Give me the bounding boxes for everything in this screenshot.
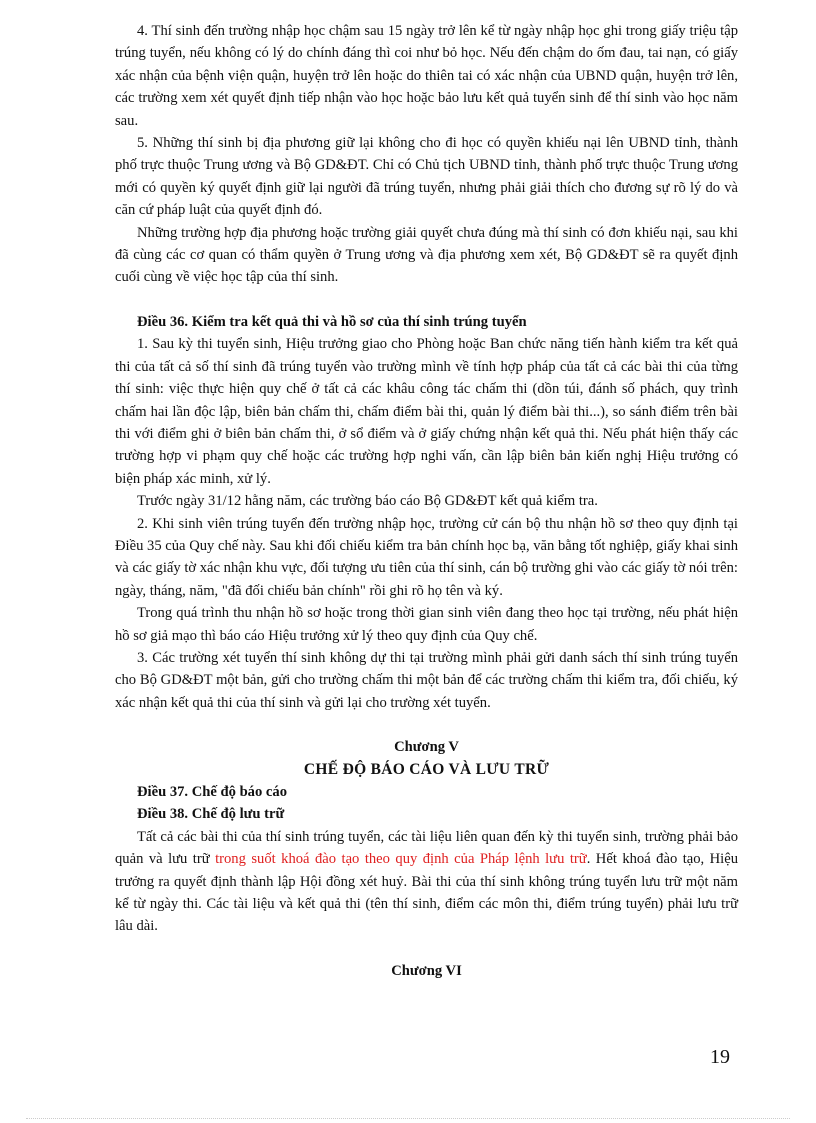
article-36-clause-2: 2. Khi sinh viên trúng tuyển đến trường nhập học, trường cử cán bộ thu nhận hồ sơ theo quy định tại Điều 35 của Quy chế này. Sau khi đối chiếu kiểm tra bản chính học bạ, văn bằng tốt nghiệp, giấy khai sinh và các giấy tờ xác nhận khu vực, đối tượng ưu tiên của thí sinh, cán bộ trường ghi vào các giấy tờ nói trên: ngày, tháng, năm, "đã đối chiếu bản chính" rồi ghi rõ họ tên và ký. [115, 515, 738, 599]
article-38-text [115, 826, 738, 938]
article-36-clause-3: 3. Các trường xét tuyển thí sinh không dự thi tại trường mình phải gửi danh sách thí sinh trúng tuyển cho Bộ GD&ĐT một bản, gửi cho trường chấm thi một bản để các trường chấm thi kiểm tra, đối chiếu, ký xác nhận kết quả thi của thí sinh và gửi lại cho trường xét tuyển. [115, 649, 738, 711]
article-37-heading: Điều 37. Chế độ báo cáo [137, 784, 287, 800]
chapter-5-label: Chương V [394, 739, 459, 756]
chapter-5-title: CHẾ ĐỘ BÁO CÁO VÀ LƯU TRỮ [303, 760, 550, 778]
article-38-heading: Điều 38. Chế độ lưu trữ [137, 806, 285, 823]
article-36-heading: Điều 36. Kiểm tra kết quả thi và hồ sơ của thí sinh trúng tuyển [137, 313, 527, 330]
article-36-clause-1: 1. Sau kỳ thi tuyển sinh, Hiệu trưởng giao cho Phòng hoặc Ban chức năng tiến hành kiểm tra kết quả thi của tất cả số thí sinh đã trúng tuyển vào trường mình về tính hợp pháp của tất cả các bài thi của từng thí sinh: việc thực hiện quy chế ở tất cả các khâu công tác chấm thi (dồn túi, đánh số phách, quy trình chấm hai lần độc lập, biên bản chấm thi, chấm điểm bài thi, quản lý điểm bài thi...), so sánh điểm trên bài thi với điểm ghi ở biên bản chấm thi, ở sổ điểm và ở giấy chứng nhận kết quả thi. Nếu phát hiện thấy các trường hợp vi phạm quy chế hoặc các trường hợp nghi vấn, cần lập biên bản kiến nghị Hiệu trưởng có biện pháp xác minh, xử lý. [115, 336, 738, 487]
article-36-deadline: Trước ngày 31/12 hằng năm, các trường báo cáo Bộ GD&ĐT kết quả kiểm tra. [137, 493, 598, 510]
chapter-6-label: Chương VI [391, 962, 462, 979]
page-number: 19 [710, 1046, 730, 1068]
article-38-highlight: trong suốt khoá đào tạo theo quy định của Pháp lệnh lưu trữ [215, 851, 587, 868]
page-bottom-divider [26, 1118, 790, 1119]
paragraph-item-5: 5. Những thí sinh bị địa phương giữ lại không cho đi học có quyền khiếu nại lên UBND tỉnh, thành phố trực thuộc Trung ương và Bộ GD&ĐT. Chỉ có Chủ tịch UBND tỉnh, thành phố trực thuộc Trung ương mới có quyền ký quyết định giữ lại người đã trúng tuyển, nhưng phải giải thích cho đương sự rõ lý do và căn cứ pháp luật của quyết định đó. [115, 135, 738, 219]
document-page [115, 20, 738, 982]
article-38-text-end: . Hết khoá đào tạo, Hiệu trưởng ra quyết định thành lập Hội đồng xét huỷ. Bài thi của thí sinh không trúng tuyển lưu trữ một năm kể từ ngày thi. Các tài liệu và kết quả thi (tên thí sinh, điểm các môn thi, điểm trúng tuyển) phải lưu trữ lâu dài. [115, 851, 739, 935]
article-36-fraud-note: Trong quá trình thu nhận hồ sơ hoặc trong thời gian sinh viên đang theo học tại trường, nếu phát hiện hồ sơ giả mạo thì báo cáo Hiệu trưởng xử lý theo quy định của Quy chế. [115, 605, 738, 644]
paragraph-complaints: Những trường hợp địa phương hoặc trường giải quyết chưa đúng mà thí sinh có đơn khiếu nại, sau khi đã cùng các cơ quan có thẩm quyền ở Trung ương và địa phương xem xét, Bộ GD&ĐT sẽ ra quyết định cuối cùng về việc học tập của thí sinh. [115, 224, 738, 286]
paragraph-item-4: 4. Thí sinh đến trường nhập học chậm sau 15 ngày trở lên kể từ ngày nhập học ghi trong giấy triệu tập trúng tuyển, nếu không có lý do chính đáng thì coi như bỏ học. Nếu đến chậm do ốm đau, tai nạn, có giấy xác nhận của bệnh viện quận, huyện trở lên hoặc do thiên tai có xác nhận của UBND quận, huyện trở lên, các trường xem xét quyết định tiếp nhận vào học hoặc bảo lưu kết quả tuyển sinh để thí sinh vào học năm sau. [115, 23, 738, 129]
article-38-text-start: Tất cả các bài thi của thí sinh trúng tuyển, các tài liệu liên quan đến kỳ thi tuyển sinh, trường phải bảo quản và lưu trữ [115, 828, 738, 868]
